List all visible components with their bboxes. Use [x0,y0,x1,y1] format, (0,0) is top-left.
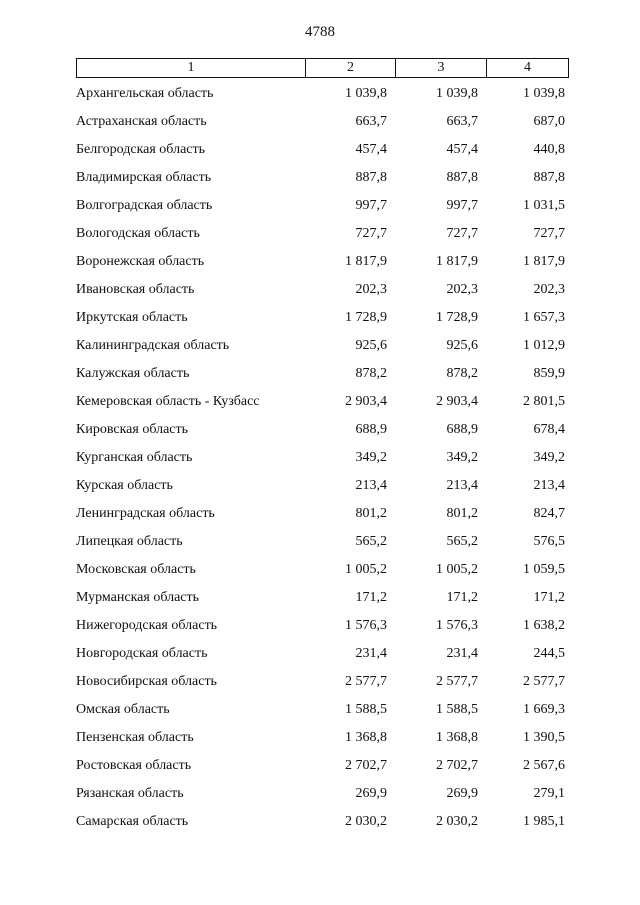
column-4-value: 1 817,9 [523,254,565,269]
column-2-value: 2 702,7 [345,758,387,773]
region-name-cell: Самарская область [76,814,189,829]
table-row [0,194,640,222]
table-row [0,278,640,306]
column-2-value: 457,4 [355,142,387,157]
column-2-value: 801,2 [355,506,387,521]
column-3-value: 1 728,9 [436,310,478,325]
column-2-value: 1 576,3 [345,618,387,633]
column-4-value: 1 059,5 [523,562,565,577]
column-3-value: 801,2 [446,506,478,521]
column-3-value: 202,3 [446,282,478,297]
column-2-value: 565,2 [355,534,387,549]
column-2-value: 2 577,7 [345,674,387,689]
column-4-value: 1 039,8 [523,86,565,101]
column-2-value: 887,8 [355,170,387,185]
table-row [0,782,640,810]
column-3-value: 997,7 [446,198,478,213]
table-row [0,334,640,362]
column-4-value: 727,7 [533,226,565,241]
column-2-value: 1 005,2 [345,562,387,577]
region-name-cell: Курская область [76,478,173,493]
table-row [0,502,640,530]
column-3-value: 2 030,2 [436,814,478,829]
column-3-value: 269,9 [446,786,478,801]
column-4-value: 2 567,6 [523,758,565,773]
column-3-value: 213,4 [446,478,478,493]
column-3-value: 1 005,2 [436,562,478,577]
column-header-2: 2 [306,59,396,77]
region-name-cell: Курганская область [76,450,193,465]
region-name-cell: Вологодская область [76,226,200,241]
column-3-value: 171,2 [446,590,478,605]
table-row [0,110,640,138]
table-row [0,810,640,838]
table-row [0,614,640,642]
column-2-value: 1 817,9 [345,254,387,269]
column-3-value: 349,2 [446,450,478,465]
table-row [0,362,640,390]
column-2-value: 1 588,5 [345,702,387,717]
region-name-cell: Омская область [76,702,170,717]
column-3-value: 2 702,7 [436,758,478,773]
column-4-value: 1 390,5 [523,730,565,745]
region-name-cell: Ростовская область [76,758,192,773]
column-3-value: 688,9 [446,422,478,437]
table-body [0,82,640,838]
column-2-value: 202,3 [355,282,387,297]
column-4-value: 678,4 [533,422,565,437]
region-name-cell: Мурманская область [76,590,200,605]
page-number: 4788 [305,24,335,40]
column-header-4: 4 [524,60,531,75]
table-row [0,390,640,418]
column-2-value: 213,4 [355,478,387,493]
column-2-value: 997,7 [355,198,387,213]
column-4-value: 349,2 [533,450,565,465]
column-3-value: 887,8 [446,170,478,185]
column-4-value: 1 638,2 [523,618,565,633]
column-3-value: 878,2 [446,366,478,381]
region-name-cell: Кировская область [76,422,189,437]
column-2-value: 688,9 [355,422,387,437]
region-name-cell: Калининградская область [76,338,230,353]
column-4-value: 1 031,5 [523,198,565,213]
column-4-value: 576,5 [533,534,565,549]
table-row [0,138,640,166]
column-3-value: 1 817,9 [436,254,478,269]
region-name-cell: Пензенская область [76,730,194,745]
region-name-cell: Белгородская область [76,142,206,157]
table-row [0,250,640,278]
region-name-cell: Волгоградская область [76,198,213,213]
column-2-value: 2 030,2 [345,814,387,829]
table-row [0,558,640,586]
column-4-value: 171,2 [533,590,565,605]
column-2-value: 349,2 [355,450,387,465]
column-3-value: 2 903,4 [436,394,478,409]
column-2-value: 1 368,8 [345,730,387,745]
region-name-cell: Астраханская область [76,114,207,129]
column-2-value: 1 039,8 [345,86,387,101]
table-row [0,698,640,726]
column-3-value: 457,4 [446,142,478,157]
table-row [0,670,640,698]
region-name-cell: Новгородская область [76,646,208,661]
column-2-value: 269,9 [355,786,387,801]
region-name-cell: Калужская область [76,366,190,381]
column-4-value: 1 657,3 [523,310,565,325]
table-row [0,446,640,474]
column-4-value: 859,9 [533,366,565,381]
column-4-value: 887,8 [533,170,565,185]
column-4-value: 213,4 [533,478,565,493]
column-4-value: 687,0 [533,114,565,129]
region-name-cell: Архангельская область [76,86,214,101]
region-name-cell: Липецкая область [76,534,183,549]
column-2-value: 2 903,4 [345,394,387,409]
column-2-value: 727,7 [355,226,387,241]
column-2-value: 1 728,9 [345,310,387,325]
column-2-value: 663,7 [355,114,387,129]
column-2-value: 878,2 [355,366,387,381]
region-name-cell: Новосибирская область [76,674,217,689]
table-row [0,418,640,446]
column-4-value: 1 012,9 [523,338,565,353]
column-4-value: 824,7 [533,506,565,521]
table-row [0,82,640,110]
column-3-value: 1 039,8 [436,86,478,101]
column-4-value: 440,8 [533,142,565,157]
table-row [0,222,640,250]
table-row [0,726,640,754]
table-header [76,58,569,78]
column-2-value: 925,6 [355,338,387,353]
column-4-value: 2 577,7 [523,674,565,689]
table-row [0,754,640,782]
column-2-value: 171,2 [355,590,387,605]
table-row [0,530,640,558]
column-4-value: 1 985,1 [523,814,565,829]
region-name-cell: Кемеровская область - Кузбасс [76,394,260,409]
column-4-value: 1 669,3 [523,702,565,717]
region-name-cell: Московская область [76,562,196,577]
region-name-cell: Воронежская область [76,254,205,269]
column-2-value: 231,4 [355,646,387,661]
region-name-cell: Владимирская область [76,170,212,185]
column-3-value: 663,7 [446,114,478,129]
column-4-value: 244,5 [533,646,565,661]
table-row [0,642,640,670]
column-4-value: 279,1 [533,786,565,801]
column-3-value: 1 588,5 [436,702,478,717]
column-4-value: 202,3 [533,282,565,297]
column-3-value: 2 577,7 [436,674,478,689]
column-header-1: 1 [77,59,306,77]
column-3-value: 1 368,8 [436,730,478,745]
region-name-cell: Ивановская область [76,282,195,297]
region-name-cell: Ленинградская область [76,506,215,521]
region-name-cell: Иркутская область [76,310,188,325]
table-row [0,586,640,614]
column-4-value: 2 801,5 [523,394,565,409]
column-3-value: 925,6 [446,338,478,353]
column-3-value: 727,7 [446,226,478,241]
table-row [0,474,640,502]
region-name-cell: Рязанская область [76,786,184,801]
region-name-cell: Нижегородская область [76,618,218,633]
column-3-value: 231,4 [446,646,478,661]
column-3-value: 1 576,3 [436,618,478,633]
column-header-3: 3 [396,59,487,77]
column-3-value: 565,2 [446,534,478,549]
table-row [0,306,640,334]
table-row [0,166,640,194]
